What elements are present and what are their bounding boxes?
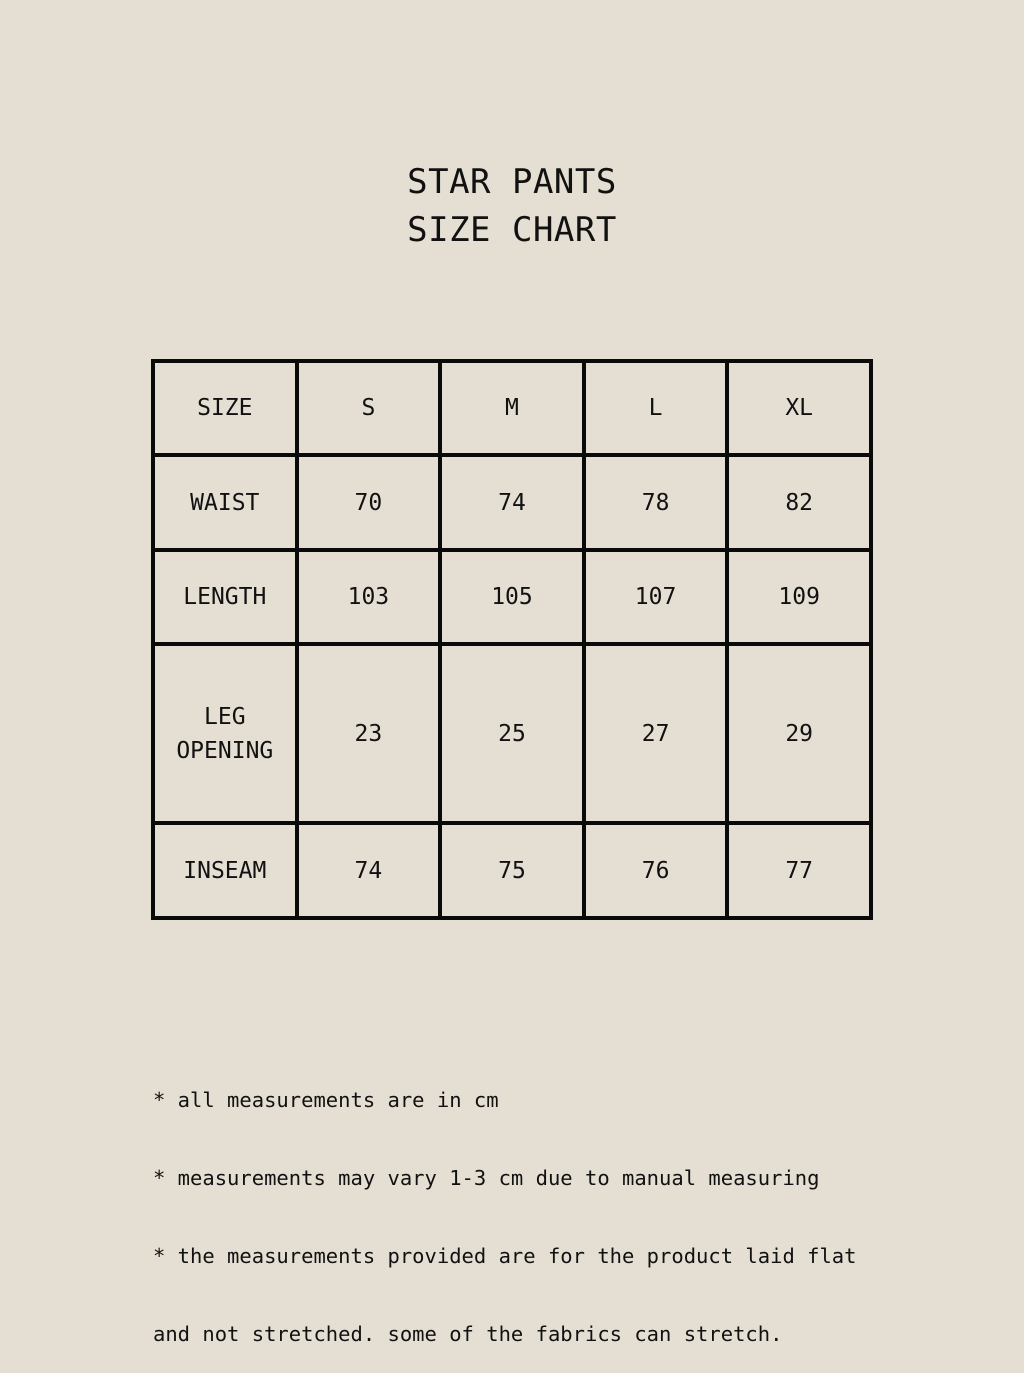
table-cell: 77 <box>727 823 871 918</box>
table-row <box>153 550 871 644</box>
title-line-2: SIZE CHART <box>407 210 617 250</box>
table-cell: 109 <box>727 550 871 644</box>
table-cell: 70 <box>297 455 441 549</box>
table-cell: 107 <box>584 550 728 644</box>
page-title <box>0 158 1024 254</box>
table-cell: 25 <box>440 644 584 823</box>
header-row <box>153 361 871 455</box>
header-cell-xl: XL <box>727 361 871 455</box>
header-cell-l: L <box>584 361 728 455</box>
footnote-line: and not stretched. some of the fabrics can stretch. <box>153 1322 783 1346</box>
table-cell: 78 <box>584 455 728 549</box>
table-cell: 76 <box>584 823 728 918</box>
table-cell: 74 <box>297 823 441 918</box>
table-cell: 103 <box>297 550 441 644</box>
footnote-line: * all measurements are in cm <box>153 1088 499 1112</box>
table-cell: 27 <box>584 644 728 823</box>
footnote-line: * measurements may vary 1-3 cm due to manual measuring <box>153 1166 820 1190</box>
row-label-length: LENGTH <box>153 550 297 644</box>
footnotes <box>153 1035 857 1373</box>
size-table <box>151 359 873 920</box>
row-label-leg-opening <box>153 644 297 823</box>
table-cell: 23 <box>297 644 441 823</box>
table-row <box>153 823 871 918</box>
table-cell: 82 <box>727 455 871 549</box>
table-row <box>153 644 871 823</box>
footnote-line: * the measurements provided are for the product laid flat <box>153 1244 857 1268</box>
header-cell-m: M <box>440 361 584 455</box>
table-cell: 105 <box>440 550 584 644</box>
row-label-waist: WAIST <box>153 455 297 549</box>
title-line-1: STAR PANTS <box>407 162 617 202</box>
header-cell-s: S <box>297 361 441 455</box>
header-cell-size: SIZE <box>153 361 297 455</box>
table-row <box>153 455 871 549</box>
row-label-line: LEG <box>204 703 246 730</box>
table-cell: 29 <box>727 644 871 823</box>
table-cell: 74 <box>440 455 584 549</box>
row-label-inseam: INSEAM <box>153 823 297 918</box>
row-label-line: OPENING <box>176 737 274 764</box>
table-cell: 75 <box>440 823 584 918</box>
